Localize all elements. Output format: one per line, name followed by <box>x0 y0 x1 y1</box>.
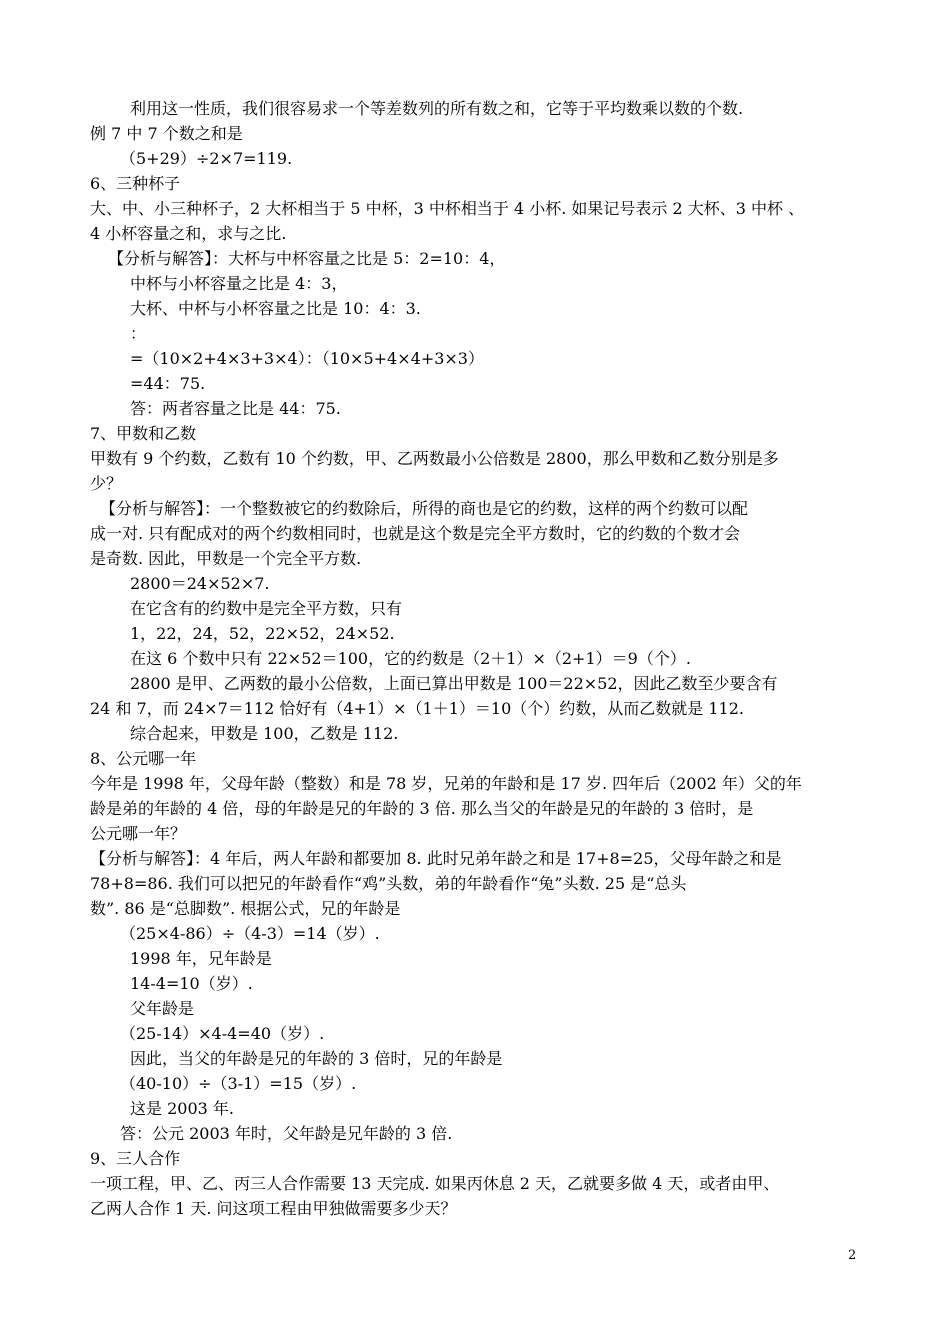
text-line: 1，22，24，52，22×52，24×52. <box>130 624 395 643</box>
text-line: 甲数有 9 个约数，乙数有 10 个约数，甲、乙两数最小公倍数是 2800，那么甲数和乙数分别是多 <box>90 449 779 468</box>
text-line: 成一对. 只有配成对的两个约数相同时，也就是这个数是完全平方数时，它的约数的个数才会 <box>90 524 741 543</box>
answer-line: 答：公元 2003 年时，父年龄是兄年龄的 3 倍. <box>120 1124 453 1143</box>
text-line: =44：75. <box>130 374 206 393</box>
text-line: 这是 2003 年. <box>130 1099 234 1118</box>
text-line: 2800 是甲、乙两数的最小公倍数，上面已算出甲数是 100＝22×52，因此乙数至少要含有 <box>130 674 778 693</box>
text-line: （25×4-86）÷（4-3）=14（岁）. <box>120 924 380 943</box>
text-line: 一项工程，甲、乙、丙三人合作需要 13 天完成. 如果丙休息 2 天，乙就要多做 4 天，或者由甲、 <box>90 1174 780 1193</box>
section-heading: 9、三人合作 <box>90 1149 181 1168</box>
text-line: 少？ <box>90 474 123 493</box>
answer-line: 答：两者容量之比是 44：75. <box>130 399 341 418</box>
text-line: 中杯与小杯容量之比是 4：3， <box>130 274 348 293</box>
page-number: 2 <box>848 1248 857 1263</box>
text-line: 利用这一性质，我们很容易求一个等差数列的所有数之和，它等于平均数乘以数的个数. <box>130 99 744 118</box>
text-line: 大、中、小三种杯子，2 大杯相当于 5 中杯，3 中杯相当于 4 小杯. 如果记号表示 2 大杯、3 中杯 、 <box>90 199 805 218</box>
text-line: 在它含有的约数中是完全平方数，只有 <box>130 599 403 618</box>
text-line: 综合起来，甲数是 100，乙数是 112. <box>130 724 399 743</box>
section-heading: 7、甲数和乙数 <box>90 424 197 443</box>
text-line: 4 小杯容量之和，求与之比. <box>90 224 287 243</box>
text-line: 今年是 1998 年，父母年龄（整数）和是 78 岁，兄弟的年龄和是 17 岁. 四年后（2002 年）父的年 <box>90 774 802 793</box>
text-line: 因此，当父的年龄是兄的年龄的 3 倍时，兄的年龄是 <box>130 1049 503 1068</box>
text-line: 父年龄是 <box>130 999 195 1018</box>
section-heading: 8、公元哪一年 <box>90 749 197 768</box>
text-line: 2800＝24×52×7. <box>130 574 270 593</box>
text-line: 龄是弟的年龄的 4 倍，母的年龄是兄的年龄的 3 倍. 那么当父的年龄是兄的年龄的 3 倍时，是 <box>90 799 754 818</box>
text-line: 78+8=86. 我们可以把兄的年龄看作“鸡”头数，弟的年龄看作“兔”头数. 25 是“总头 <box>90 874 687 893</box>
text-line: 在这 6 个数中只有 22×52＝100，它的约数是（2＋1）×（2+1）＝9（个）. <box>130 649 691 668</box>
analysis-line: 【分析与解答】：一个整数被它的约数除后，所得的商也是它的约数，这样的两个约数可以配 <box>100 499 749 518</box>
text-line: 乙两人合作 1 天. 问这项工程由甲独做需要多少天？ <box>90 1199 457 1218</box>
text-line: 大杯、中杯与小杯容量之比是 10：4：3. <box>130 299 421 318</box>
text-line: （5+29）÷2×7=119. <box>120 149 293 168</box>
text-line: 1998 年，兄年龄是 <box>130 949 272 968</box>
text-line: 14-4=10（岁）. <box>130 974 253 993</box>
section-heading: 6、三种杯子 <box>90 174 181 193</box>
text-line: （25-14）×4-4=40（岁）. <box>120 1024 325 1043</box>
analysis-line: 【分析与解答】：4 年后，两人年龄和都要加 8. 此时兄弟年龄之和是 17+8=25，父母年龄之和是 <box>90 849 782 868</box>
text-line: 是奇数. 因此，甲数是一个完全平方数. <box>90 549 362 568</box>
text-line: 24 和 7，而 24×7＝112 恰好有（4+1）×（1＋1）＝10（个）约数，从而乙数就是 112. <box>90 699 744 718</box>
text-line: （40-10）÷（3-1）=15（岁）. <box>120 1074 357 1093</box>
text-line: ： <box>130 324 147 343</box>
text-line: 例 7 中 7 个数之和是 <box>90 124 243 143</box>
analysis-line: 【分析与解答】：大杯与中杯容量之比是 5：2=10：4， <box>108 249 506 268</box>
text-line: 数”. 86 是“总脚数”. 根据公式，兄的年龄是 <box>90 899 401 918</box>
text-line: 公元哪一年？ <box>90 824 187 843</box>
text-line: =（10×2+4×3+3×4）：（10×5+4×4+3×3） <box>130 349 484 368</box>
